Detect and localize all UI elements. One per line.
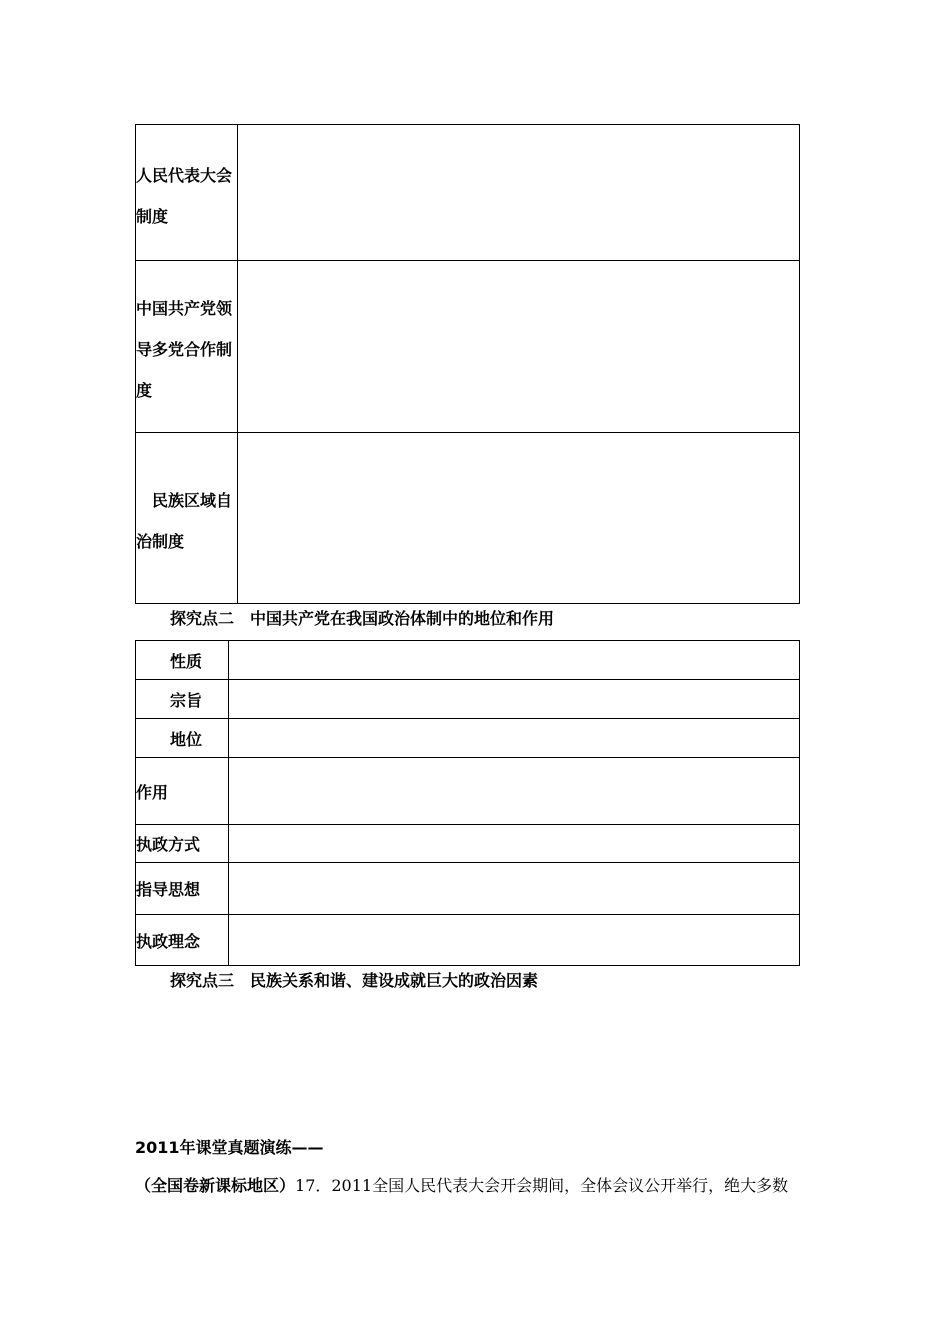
table-row — [136, 433, 800, 604]
table-row — [136, 915, 800, 966]
answer-cell-npc-system[interactable] — [238, 125, 800, 261]
table-row — [136, 261, 800, 433]
table-row — [136, 758, 800, 825]
section-prefix: 探究点三 — [170, 971, 235, 990]
party-role-table — [135, 640, 800, 966]
practice-heading: 2011年课堂真题演练—— — [135, 1138, 324, 1157]
table-row — [136, 680, 800, 719]
answer-cell-guiding-thought[interactable] — [229, 863, 800, 915]
row-label-guiding-thought: 指导思想 — [136, 863, 229, 915]
table-row — [136, 863, 800, 915]
row-label-npc-system: 人民代表大会制度 — [136, 125, 238, 261]
answer-cell-governing-mode[interactable] — [229, 825, 800, 863]
political-systems-table — [135, 124, 800, 604]
practice-question — [135, 1173, 788, 1196]
section-title: 中国共产党在我国政治体制中的地位和作用 — [250, 609, 555, 628]
section-heading-3 — [170, 968, 538, 991]
table-row — [136, 719, 800, 758]
question-text: 17．2011全国人民代表大会开会期间，全体会议公开举行，绝大多数 — [295, 1176, 789, 1195]
section-title: 民族关系和谐、建设成就巨大的政治因素 — [250, 971, 539, 990]
section-heading-2 — [170, 606, 554, 629]
row-label-regional-autonomy: 民族区域自治制度 — [136, 433, 238, 604]
answer-cell-purpose[interactable] — [229, 680, 800, 719]
question-source: （全国卷新课标地区） — [135, 1176, 296, 1195]
row-label-governing-mode: 执政方式 — [136, 825, 229, 863]
row-label-nature: 性质 — [136, 641, 229, 680]
answer-cell-status[interactable] — [229, 719, 800, 758]
table-row — [136, 641, 800, 680]
table-row — [136, 825, 800, 863]
row-label-role: 作用 — [136, 758, 229, 825]
row-label-status: 地位 — [136, 719, 229, 758]
answer-cell-regional-autonomy[interactable] — [238, 433, 800, 604]
row-label-purpose: 宗旨 — [136, 680, 229, 719]
row-label-governing-philosophy: 执政理念 — [136, 915, 229, 966]
answer-cell-nature[interactable] — [229, 641, 800, 680]
section-prefix: 探究点二 — [170, 609, 235, 628]
answer-cell-role[interactable] — [229, 758, 800, 825]
answer-cell-governing-philosophy[interactable] — [229, 915, 800, 966]
answer-cell-multiparty-system[interactable] — [238, 261, 800, 433]
row-label-multiparty-system: 中国共产党领导多党合作制度 — [136, 261, 238, 433]
table-row — [136, 125, 800, 261]
